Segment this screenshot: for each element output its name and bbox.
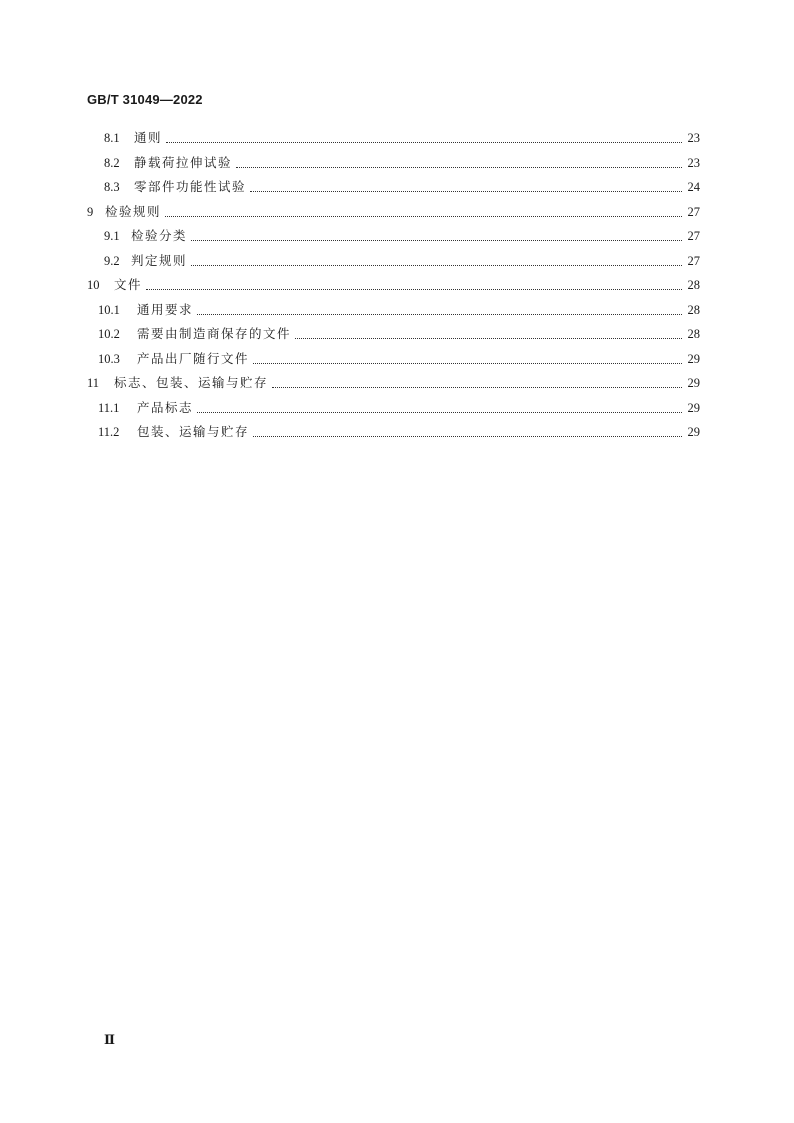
toc-entry-title: 零部件功能性试验 [134, 179, 247, 194]
toc-dot-leader [253, 363, 681, 364]
toc-dot-leader [197, 314, 681, 315]
toc-dot-leader [236, 167, 681, 168]
toc-entry-number: 10.1 [98, 303, 120, 317]
toc-entry-title: 需要由制造商保存的文件 [137, 326, 292, 341]
toc-entry-number: 9.2 [104, 254, 120, 268]
toc-entry[interactable] [87, 202, 700, 222]
toc-entry-title: 检验分类 [131, 228, 188, 243]
toc-entry-number: 9 [87, 205, 94, 219]
toc-entry-number: 8.3 [104, 180, 120, 194]
toc-entry-page: 28 [687, 303, 700, 317]
toc-entry-number: 11.2 [98, 425, 120, 439]
toc-entry-page: 27 [687, 254, 700, 268]
toc-entry[interactable] [98, 300, 700, 320]
toc-dot-leader [166, 142, 681, 143]
toc-entry-page: 29 [687, 401, 700, 415]
toc-entry-number: 10.2 [98, 327, 120, 341]
toc-entry-number: 11.1 [98, 401, 120, 415]
toc-entry-page: 27 [687, 229, 700, 243]
toc-entry[interactable] [104, 177, 700, 197]
toc-entry[interactable] [87, 275, 700, 295]
toc-entry[interactable] [98, 398, 700, 418]
toc-entry-page: 27 [687, 205, 700, 219]
toc-entry[interactable] [87, 373, 700, 393]
toc-entry-number: 8.1 [104, 131, 120, 145]
toc-entry-page: 23 [687, 156, 700, 170]
toc-entry[interactable] [104, 153, 700, 173]
toc-dot-leader [250, 191, 681, 192]
toc-entry-title: 标志、包装、运输与贮存 [114, 375, 269, 390]
toc-entry-title: 产品标志 [137, 400, 194, 415]
toc-dot-leader [253, 436, 681, 437]
toc-entry-title: 包装、运输与贮存 [137, 424, 250, 439]
toc-dot-leader [197, 412, 681, 413]
toc-entry-number: 10 [87, 278, 100, 292]
toc-entry-title: 判定规则 [131, 253, 188, 268]
toc-entry-number: 10.3 [98, 352, 120, 366]
toc-dot-leader [146, 289, 681, 290]
toc-dot-leader [165, 216, 681, 217]
toc-entry-page: 29 [687, 352, 700, 366]
toc-entry-number: 11 [87, 376, 100, 390]
toc-entry-page: 29 [687, 376, 700, 390]
toc-entry[interactable] [98, 422, 700, 442]
toc-entry-title: 通用要求 [137, 302, 194, 317]
page-number: Ⅱ [104, 1032, 115, 1047]
toc-entry-page: 28 [687, 278, 700, 292]
toc-entry-page: 29 [687, 425, 700, 439]
toc-entry-title: 静载荷拉伸试验 [134, 155, 233, 170]
toc-entry-page: 28 [687, 327, 700, 341]
toc-entry-title: 文件 [114, 277, 143, 292]
toc-entry[interactable] [104, 128, 700, 148]
toc-entry-page: 23 [687, 131, 700, 145]
toc-entry-title: 通则 [134, 130, 163, 145]
toc-entry-number: 8.2 [104, 156, 120, 170]
toc-dot-leader [295, 338, 681, 339]
toc-entry-title: 产品出厂随行文件 [137, 351, 250, 366]
toc-dot-leader [191, 240, 681, 241]
toc-entry[interactable] [98, 324, 700, 344]
toc-entry-number: 9.1 [104, 229, 120, 243]
toc-entry[interactable] [104, 226, 700, 246]
toc-entry[interactable] [104, 251, 700, 271]
toc-entry-page: 24 [687, 180, 700, 194]
toc-dot-leader [272, 387, 681, 388]
toc-dot-leader [191, 265, 681, 266]
toc-entry[interactable] [98, 349, 700, 369]
toc-entry-title: 检验规则 [105, 204, 162, 219]
standard-code-header: GB/T 31049—2022 [87, 92, 203, 107]
